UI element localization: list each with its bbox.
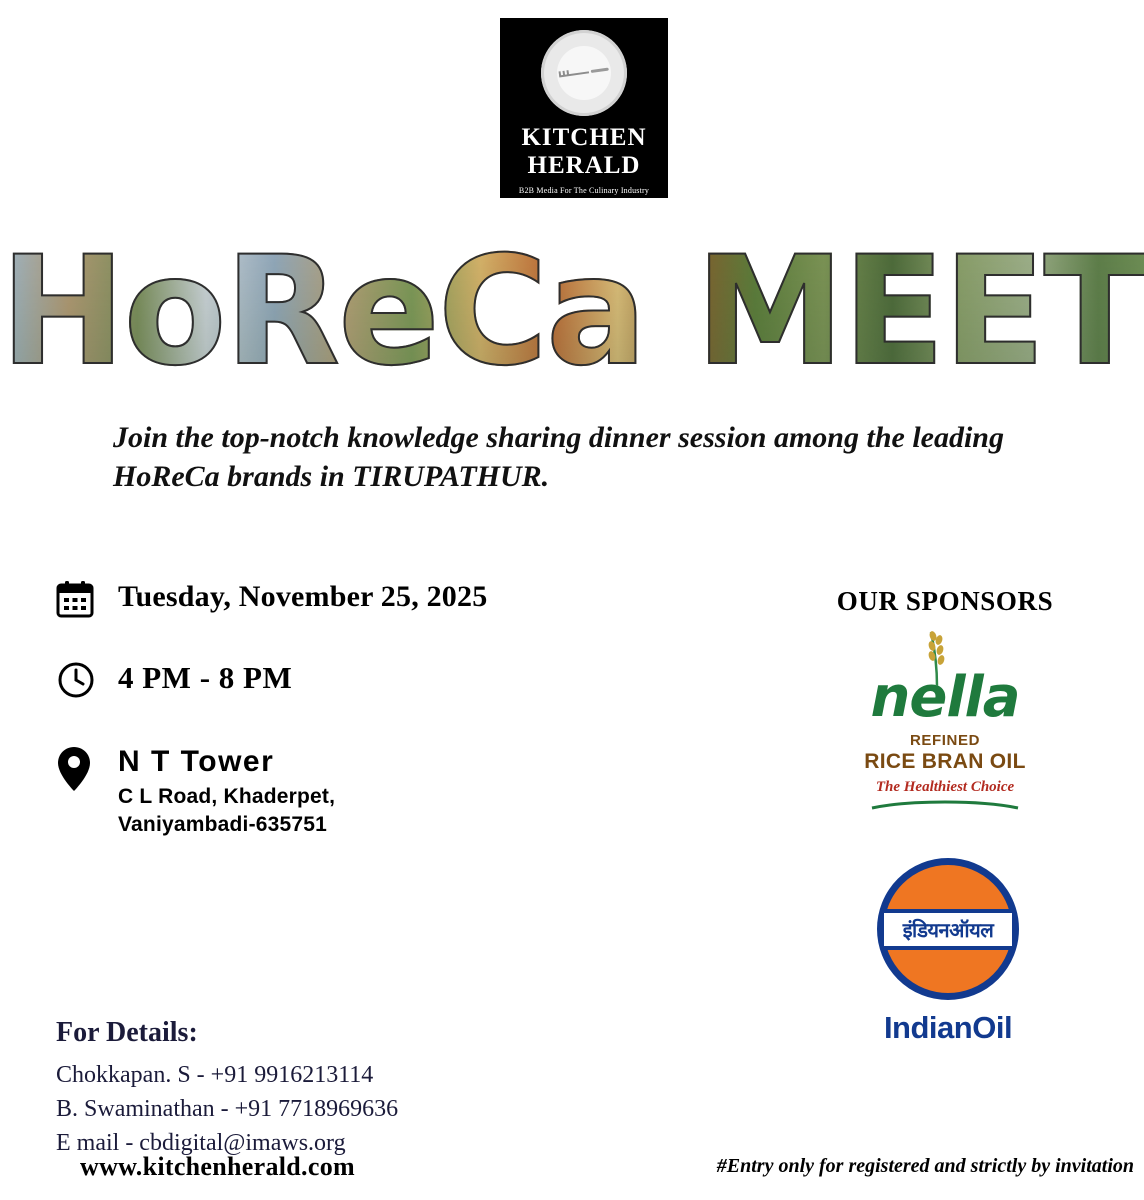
contact-line-1: Chokkapan. S - +91 9916213114: [56, 1062, 374, 1088]
contact-details: [56, 1058, 398, 1160]
nella-swoosh-icon: [870, 800, 1020, 810]
indianoil-emblem-icon: [877, 858, 1019, 1000]
detail-row-time: [56, 660, 292, 700]
contact-heading: For Details:: [56, 1017, 198, 1048]
logo-title-line1: KITCHEN: [521, 124, 647, 151]
event-date: Tuesday, November 25, 2025: [118, 580, 488, 613]
kitchen-herald-logo: [500, 18, 668, 198]
logo-tagline: B2B Media For The Culinary Industry: [518, 186, 650, 195]
sponsor-logo-nella: [855, 628, 1035, 828]
headline-text: HoReCa MEET: [0, 225, 1144, 399]
detail-row-venue: [56, 745, 335, 838]
contact-line-2: B. Swaminathan - +91 7718969636: [56, 1096, 399, 1123]
location-pin-icon: [56, 745, 102, 793]
sponsors-heading: OUR SPONSORS: [836, 586, 1054, 616]
indianoil-band-text: इंडियनऑयल: [884, 909, 1012, 950]
event-tagline: Join the top-notch knowledge sharing dinner session among the leading HoReCa brands in TIRUPATHUR.: [113, 421, 1004, 493]
sponsor-name-indianoil: IndianOil: [883, 1010, 1013, 1045]
headline: [0, 225, 1144, 400]
calendar-icon: [56, 580, 102, 618]
clock-icon: [56, 660, 102, 700]
nella-slogan: The Healthiest Choice: [875, 779, 1015, 795]
venue-name: N T Tower: [118, 745, 275, 778]
website-link[interactable]: www.kitchenherald.com: [80, 1152, 355, 1181]
entry-note: #Entry only for registered and strictly by invitation: [716, 1155, 1134, 1177]
cutlery-icon: [556, 62, 611, 83]
nella-refined-label: REFINED: [909, 732, 981, 749]
wheat-icon: [917, 630, 957, 686]
detail-row-date: [56, 580, 487, 618]
nella-product-label: RICE BRAN OIL: [864, 750, 1026, 773]
logo-title-line2: HERALD: [527, 151, 641, 179]
sponsor-name-nella: nella: [870, 665, 1020, 730]
event-time: 4 PM - 8 PM: [118, 660, 293, 695]
plate-cutlery-icon: [541, 30, 627, 116]
contact-line-3: E mail - cbdigital@imaws.org: [56, 1130, 346, 1157]
sponsor-logo-indianoil: [868, 858, 1028, 1046]
venue-address-line1: C L Road, Khaderpet,: [118, 785, 336, 808]
venue-address-line2: Vaniyambadi-635751: [118, 812, 328, 836]
